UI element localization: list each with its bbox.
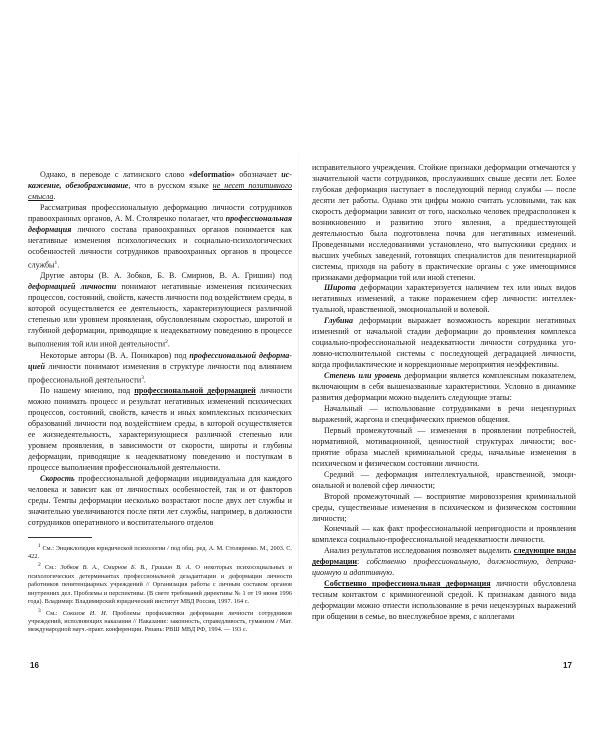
left-page (28, 170, 292, 635)
text-run: деформации выражает возможность корекции негативных изменений от начальной стадии деформации до проявления комплекса социально-профессиональной неадекватности личности сотрудника уголовно-исполнительной системы с последующей деградацией личности, когда профилактические и коррекционные мероприятия неэффективны. (312, 316, 576, 370)
text-run: Степень или уровень (324, 371, 402, 381)
text-run: деформацией личности (28, 282, 117, 292)
text-run: Собственно профессиональная деформация (324, 579, 491, 589)
text-run: собственно профессиональную, должностную, депривационную и адаптивную (312, 557, 576, 578)
text-run: Глубина (324, 316, 354, 326)
paragraph (28, 271, 292, 350)
text-run: О некоторых психосоциальных и психологических детерминантах профессиональной дезадаптации и деформации личности работников пенитенциарных учреждений // Организация работы с личным составом органов внутренних дел. Проблемы и перспективы. (В свете требований директивы № 1 от 19 июня 1996 года). Владимир: Владимирский юридический институт МВД России, 1997. 164 с. (28, 564, 292, 606)
text-run: деформации характеризуется наличием тех или иных видов негативных изменений, а также поражением сфер личности: интеллектуальной, нравственной, эмоциональной и волевой. (312, 283, 576, 315)
text-run: личного состава правоохранных органов понимается как негативные изменения психологических и социально-психологических особенностей личности сотрудников правоохранных органов в процессе службы (28, 224, 292, 270)
footnote-ref: 3 (38, 607, 41, 614)
footnote-ref: 2 (165, 338, 168, 345)
text-run: . (53, 191, 56, 201)
text-run: . (167, 339, 170, 349)
text-run: не несет позитивного смысла (28, 180, 292, 201)
footnotes (28, 542, 292, 635)
text-run: Соколов И. И. (62, 609, 108, 617)
text-run: Некоторые авторы (В. А. Поникаров) под (40, 350, 190, 360)
text-run: деформации является комплексным показателем, включающим в себя вышеназванные характеристики. Условно в динамике развития деформации можно выделить следующие этапы: (312, 371, 576, 403)
text-run: Первый промежуточный — изменения в проявлении потребностей, нормативной, мотивационной, ценностной структурах личности; восприятие образа мыслей криминальной среды, начальные изменения в психическом и физическом состоянии личности. (312, 425, 576, 468)
text-run: понимают негативные изменения психических процессов, состояний, свойств, качеств личности под воздействием среды, в которой осуществляется ее деятельность, характеризующиеся различной степенью или уровнем проявления, обусловленным скоростью, широтой и глубиной деформации, приводящие к неадекватному поведению в процессе выполнения той или иной деятельности (28, 282, 292, 349)
text-run: профессиональной деформации индивидуальна для каждого человека и зависит как от личностных особенностей, так и от факторов среды. Темпы деформации несколько возрастают после двух лет службы и значительно увеличиваются после пяти лет службы, например, в должности сотрудников оперативного и воспитательного отделов (28, 473, 292, 527)
paragraph (312, 524, 576, 546)
text-run: искажение, обезображивание (28, 170, 293, 190)
paragraph (312, 426, 576, 470)
paragraph (312, 316, 576, 371)
text-run: личности можно понимать процесс и результат негативных изменений психических процессов, состояний, свойств, качеств и иных комплексных психических образований личности под воздействием среды, в которой осуществляется ее жизнедеятельность, характеризующиеся различной степенью или уровнем проявления, в зависимости от скорости, широты и глубины деформации, приводящие к неадекватному поведению и поступкам в процессе выполнения профессиональной деятельности. (28, 386, 292, 472)
text-run: исправительного учреждения. Стойкие признаки деформации отмечаются у значительной части сотрудников, прослуживших свыше десяти лет. Более глубокая деформация наступает в последующий период службы — после десяти лет работы. Однако эти цифры можно считать условными, так как скорость деформации зависит от того, насколько человек предрасположен к возникновению и развитию этого явления, а предшествующей деятельностью была подготовлена почва для негативных изменений. Проведенными исследованиями установлено, что выпускники средних и высших учебных заведений, готовящих специалистов для пенитенциарной системы, приходя на работу в практические органы с уже имеющимися признаками деформации той или иной степени. (312, 163, 576, 282)
text-run: См.: Энциклопедия юридической психологии / под общ. ред. А. М. Столяренко. М., 2003. С. 422. (28, 544, 292, 561)
text-run: обозначает (234, 170, 282, 179)
paragraph (312, 579, 576, 623)
text-run: , что в русском языке (128, 180, 213, 190)
right-page-body (312, 163, 576, 623)
text-run: . (143, 375, 146, 385)
footnote-ref: 2 (38, 562, 41, 569)
text-run: Другие авторы (В. А. Зобков, Б. В. Смирнов, В. А. Гришин) под (40, 271, 292, 281)
text-run: «deformatio» (188, 170, 235, 179)
text-run: Начальный — использование сотрудниками в речи нецензурных выражений, жаргона и специфических приемов общения. (312, 403, 576, 424)
book-gutter (298, 140, 299, 620)
paragraph (28, 170, 292, 203)
text-run: Анализ результатов исследования позволяет выделить (324, 546, 514, 556)
footnote (28, 561, 292, 606)
text-run: . (392, 568, 395, 578)
right-page (312, 163, 576, 623)
text-run: . (57, 260, 60, 270)
text-run: Зобков В. А., Смирнов Б. В., Гришин В. А. (60, 564, 192, 572)
paragraph (312, 492, 576, 525)
footnote-separator (28, 537, 92, 538)
paragraph (312, 404, 576, 426)
paragraph (28, 351, 292, 387)
text-run: См.: (40, 564, 61, 572)
text-run: : (357, 557, 367, 567)
footnote-ref: 3 (141, 374, 144, 381)
paragraph (28, 386, 292, 474)
text-run: Рассматривая профессиональную деформацию личности сотрудников правоохранных органов, А. М. Столяренко полагает, что (28, 202, 292, 223)
paragraph (312, 163, 576, 283)
left-page-number: 16 (30, 661, 39, 670)
text-run: следующие виды деформации (312, 546, 577, 567)
paragraph (312, 371, 576, 404)
paragraph (312, 546, 576, 579)
text-run: По нашему мнению, под (40, 386, 135, 396)
text-run: Однако, в переводе с латинского слово (40, 170, 189, 179)
footnote (28, 607, 292, 635)
text-run: профессиональная деформация (28, 213, 292, 234)
text-run: Конечный — как факт профессиональной непригодности и проявления комплекса социально-профессиональной неадекватности личности. (312, 524, 576, 545)
footnote-ref: 1 (54, 259, 58, 266)
paragraph (312, 283, 576, 316)
text-run: Проблемы профилактики деформации личности сотрудников учреждений, исполняющих наказания // Наказание: законность, справедливость, гуманизм / Мат. международной науч.-практ. конференции. Рязань: РВШ МВД РФ, 1994. — 193 с. (28, 609, 292, 634)
text-run: профессиональной деформацией (134, 386, 256, 396)
paragraph (28, 474, 292, 529)
text-run: Средний — деформация интеллектуальной, нравственной, эмоциональной и волевой сфер личности; (312, 469, 576, 490)
footnote-ref: 1 (38, 542, 41, 549)
text-run: личности понимают изменения в структуре личности под влиянием профессиональной деятельности (28, 361, 292, 385)
paragraph (312, 470, 576, 492)
text-run: Скорость (40, 473, 75, 483)
text-run: Широта (324, 283, 356, 293)
text-run: См.: (40, 609, 63, 617)
right-page-number: 17 (563, 661, 572, 670)
paragraph (28, 203, 292, 271)
footnote (28, 542, 292, 562)
text-run: Второй промежуточный — восприятие мировоззрения криминальной среды, существенные изменения в психическом и физическом состоянии личности; (312, 491, 576, 523)
text-run: профессиональной деформацией (28, 350, 292, 371)
text-run: личности обусловлена тесным контактом с криминогенной средой. К признакам данного вида деформации можно отнести использование в речи нецензурных выражений при общении в семье, во внеслужебное время, с коллегами (312, 579, 576, 622)
left-page-body (28, 170, 292, 529)
